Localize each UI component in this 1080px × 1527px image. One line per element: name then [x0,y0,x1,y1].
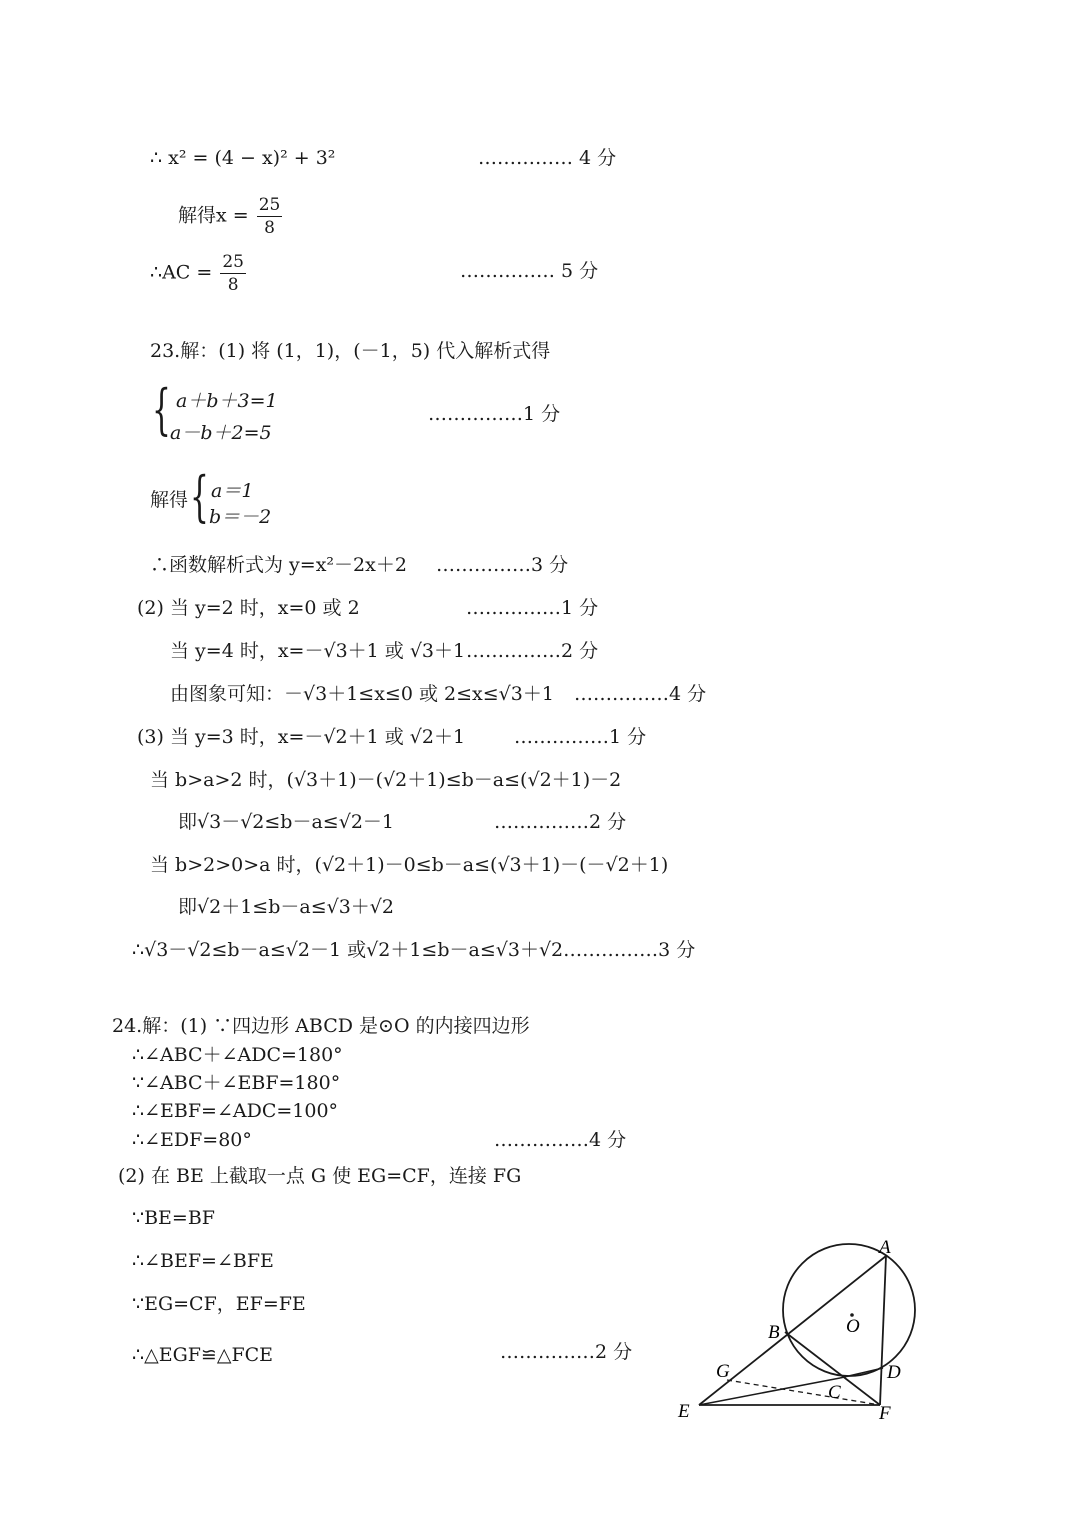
q24-line2: ∵∠ABC＋∠EBF=180° [132,1072,341,1094]
score-4: …………… 4 分 [478,147,617,169]
function-expression: ∴函数解析式为 y=x²－2x＋2 [150,554,407,576]
score-4: ……………4 分 [494,1129,627,1151]
score-2: ……………2 分 [466,640,599,662]
label-d: D [887,1362,901,1383]
solution-b: b＝－2 [209,506,272,528]
geometry-figure [660,1225,940,1430]
system-eq-1: a＋b＋3=1 [176,390,278,412]
solve-x-prefix: 解得x = [178,204,249,227]
score-2: ……………2 分 [500,1341,633,1363]
part3-conclusion: ∴√3－√2≤b－a≤√2－1 或√2＋1≤b－a≤√3＋√2……………3 分 [132,939,696,961]
fraction-denominator: 8 [264,218,275,238]
label-c: C [828,1382,841,1403]
fraction-numerator: 25 [222,252,244,272]
part3-line3: 即√3－√2≤b－a≤√2－1 [178,811,395,833]
fraction-denominator: 8 [227,275,239,295]
label-f: F [879,1403,891,1424]
score-1: ……………1 分 [428,403,561,425]
q24-line7: ∵EG=CF，EF=FE [132,1293,306,1315]
segment-gf-dashed [727,1380,880,1405]
segment-ec [699,1378,840,1405]
q24-line8: ∴△EGF≌△FCE [132,1344,274,1366]
ac-result-line [150,251,246,296]
left-brace: { [190,465,209,528]
part2-line1: (2) 当 y=2 时，x=0 或 2 [137,597,360,619]
q24-part2: (2) 在 BE 上截取一点 G 使 EG=CF，连接 FG [118,1165,522,1187]
circle-o [783,1244,915,1376]
part2-line2: 当 y=4 时，x=－√3＋1 或 √3＋1 [170,640,466,662]
part2-line3: 由图象可知：－√3＋1≤x≤0 或 2≤x≤√3＋1 [170,683,554,705]
q24-line1: ∴∠ABC＋∠ADC=180° [132,1044,343,1066]
score-1: ……………1 分 [466,597,599,619]
score-4: ……………4 分 [574,683,707,705]
segment-cd [840,1368,883,1378]
fraction-25-8-ac [220,251,246,296]
part3-line2: 当 b>a>2 时，(√3＋1)－(√2＋1)≤b－a≤(√2＋1)－2 [150,769,622,791]
q24-line3: ∴∠EBF=∠ADC=100° [132,1100,339,1122]
label-a: A [879,1237,891,1258]
ac-result-prefix: ∴AC = [150,261,213,284]
label-b: B [768,1322,780,1343]
q24-line6: ∴∠BEF=∠BFE [132,1250,274,1272]
q23-heading: 23.解：(1) 将 (1，1)，(－1，5) 代入解析式得 [150,340,551,362]
q24-heading: 24.解：(1) ∵四边形 ABCD 是⊙O 的内接四边形 [112,1015,530,1037]
segment-af [880,1256,886,1405]
score-1: ……………1 分 [514,726,647,748]
score-5: …………… 5 分 [460,260,599,282]
q24-line5: ∵BE=BF [132,1207,215,1229]
q24-line4: ∴∠EDF=80° [132,1129,252,1151]
fraction-numerator: 25 [258,195,281,215]
solve-x-line [178,194,282,239]
score-2: ……………2 分 [494,811,627,833]
label-o: O [846,1316,860,1337]
score-3: ……………3 分 [436,554,569,576]
solution-a: a＝1 [211,480,254,502]
part3-line1: (3) 当 y=3 时，x=－√2＋1 或 √2＋1 [137,726,466,748]
equation-x-squared: ∴ x² = (4 − x)² + 3² [150,147,336,169]
fraction-25-8 [257,194,283,239]
solution-prefix: 解得 [150,489,189,511]
label-g: G [716,1361,730,1382]
part3-line4: 当 b>2>0>a 时，(√2＋1)－0≤b－a≤(√3＋1)－(－√2＋1) [150,854,669,876]
system-eq-2: a－b＋2=5 [170,422,272,444]
part3-line5: 即√2＋1≤b－a≤√3＋√2 [178,896,395,918]
label-e: E [678,1401,690,1422]
left-brace: { [152,378,171,441]
